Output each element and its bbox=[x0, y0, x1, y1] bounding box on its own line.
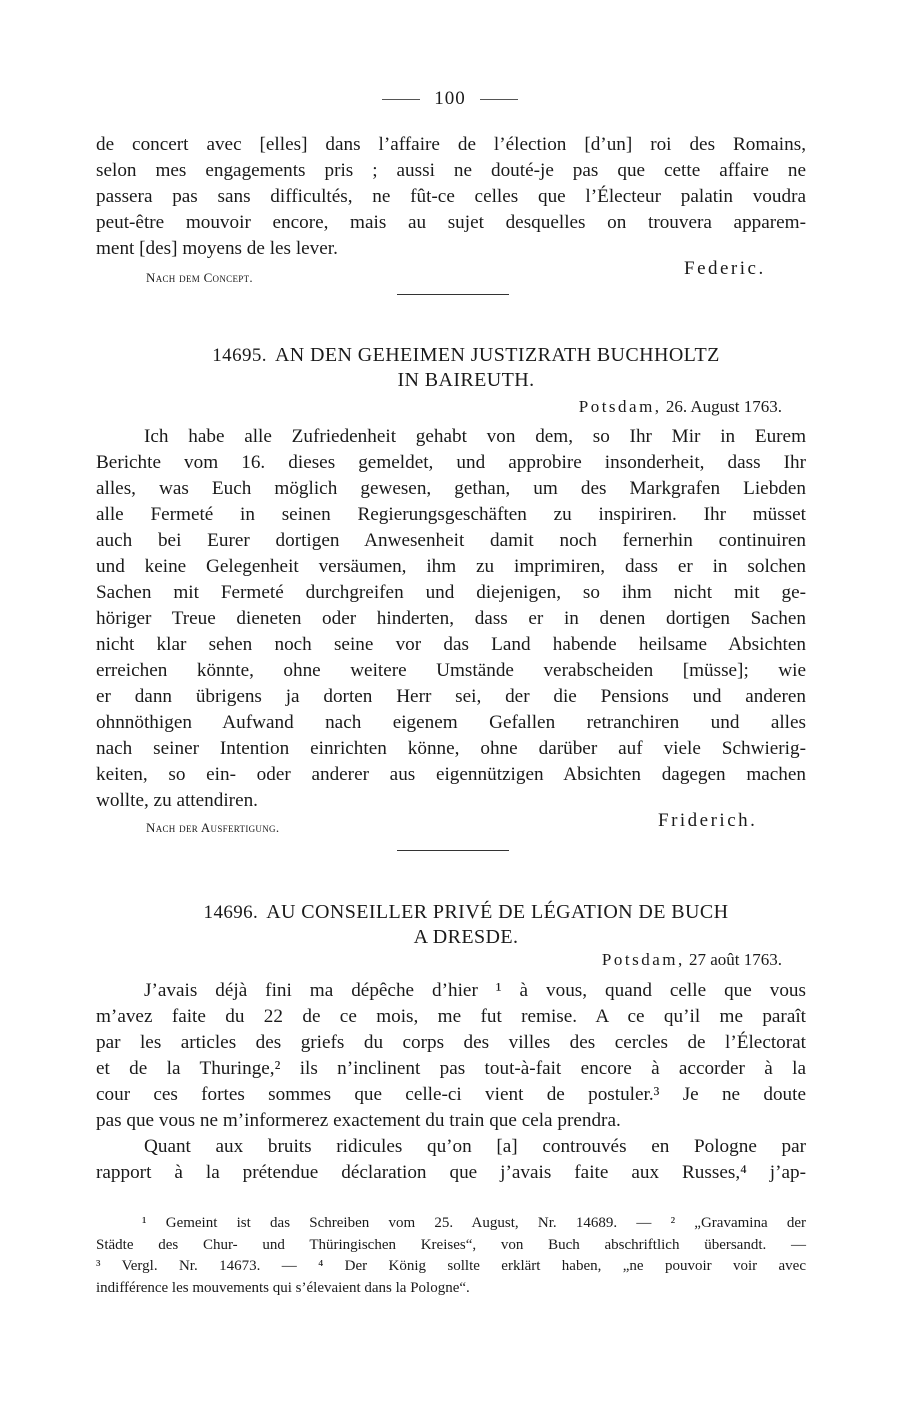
text-line: de concert avec [elles] dans l’affaire de l’élection [d’un] roi des Romains, bbox=[96, 134, 806, 155]
text-line: ohnnöthigen Aufwand nach eigenem Gefallen retranchiren und alles bbox=[96, 712, 806, 733]
text-line: höriger Treue dieneten oder hinderten, dass er in denen dortigen Sachen bbox=[96, 608, 806, 629]
footnote-line: ³ Vergl. Nr. 14673. — ⁴ Der König sollte erklärt haben, „ne pouvoir voir avec bbox=[96, 1258, 806, 1274]
section-divider bbox=[397, 294, 509, 295]
text-line: peut-être mouvoir encore, mais au sujet desquelles on trouvera apparem- bbox=[96, 212, 806, 233]
page-number-dash-right bbox=[480, 99, 518, 100]
text-line: passera pas sans difficultés, ne fût-ce celles que l’Électeur palatin voudra bbox=[96, 186, 806, 207]
text-line: alle Fermeté in seinen Regierungsgeschäften zu inspiriren. Ihr müsset bbox=[96, 504, 806, 525]
text-line: J’avais déjà fini ma dépêche d’hier ¹ à vous, quand celle que vous bbox=[144, 980, 806, 1001]
text-line: rapport à la prétendue déclaration que j’avais faite aux Russes,⁴ j’ap- bbox=[96, 1162, 806, 1183]
continuation-paragraph bbox=[96, 132, 806, 262]
source-note: Nach der Ausfertigung. bbox=[146, 820, 280, 835]
dateline-date: 27 août 1763. bbox=[688, 950, 782, 969]
footnote-line: Städte des Chur- und Thüringischen Kreises“, von Buch abschriftlich übersandt. — bbox=[96, 1236, 806, 1253]
text-line: erreichen könnte, ohne weitere Umstände verabscheiden [müsse]; wie bbox=[96, 660, 806, 681]
text-line: keiten, so ein- oder anderer aus eigennützigen Absichten dagegen machen bbox=[96, 764, 806, 785]
footnote-line: ¹ Gemeint ist das Schreiben vom 25. August, Nr. 14689. — ² „Gravamina der bbox=[142, 1215, 806, 1231]
heading-line: AN DEN GEHEIMEN JUSTIZRATH BUCHHOLTZ bbox=[274, 344, 720, 366]
letter-number: 14695. bbox=[212, 345, 267, 366]
letter-heading bbox=[96, 900, 806, 950]
text-line: nach seiner Intention einrichten könne, ohne darüber auf viele Schwierig- bbox=[96, 738, 806, 759]
text-line: Sachen mit Fermeté durchgreifen und diejenigen, so ihm nicht mit ge- bbox=[96, 582, 806, 603]
letter-body bbox=[96, 424, 806, 814]
text-line: Berichte vom 16. dieses gemeldet, und approbire insonderheit, dass Ihr bbox=[96, 452, 806, 473]
signature: Friderich. bbox=[658, 810, 758, 831]
heading-line: A DRESDE. bbox=[413, 926, 519, 948]
text-line: et de la Thuringe,² ils n’inclinent pas tout-à-fait encore à accorder à la bbox=[96, 1058, 806, 1079]
dateline-place: Potsdam, bbox=[578, 397, 662, 416]
source-note: Nach dem Concept. bbox=[146, 270, 253, 285]
dateline bbox=[579, 397, 782, 417]
text-line: er dann übrigens ja dorten Herr sei, der die Pensions und anderen bbox=[96, 686, 806, 707]
text-line: wollte, zu attendiren. bbox=[96, 790, 258, 811]
heading-line: IN BAIREUTH. bbox=[397, 369, 535, 391]
text-line: und keine Gelegenheit versäumen, ihm zu imprimiren, dass er in solchen bbox=[96, 556, 806, 577]
text-line: Quant aux bruits ridicules qu’on [a] controuvés en Pologne par bbox=[144, 1136, 806, 1157]
text-line: selon mes engagements pris ; aussi ne douté-je pas que cette affaire ne bbox=[96, 160, 806, 181]
heading-line: AU CONSEILLER PRIVÉ DE LÉGATION DE BUCH bbox=[266, 901, 729, 923]
text-line: pas que vous ne m’informerez exactement du train que cela prendra. bbox=[96, 1110, 621, 1131]
signature: Federic. bbox=[684, 258, 766, 279]
text-line: m’avez faite du 22 de ce mois, me fut remise. A ce qu’il me paraît bbox=[96, 1006, 806, 1027]
text-line: nicht klar sehen noch seine vor das Land habende heilsame Absichten bbox=[96, 634, 806, 655]
section-divider bbox=[397, 850, 509, 851]
footnotes bbox=[96, 1213, 806, 1299]
footnote-line: indifférence les mouvements qui s’élevaient dans la Pologne“. bbox=[96, 1279, 470, 1296]
page-number bbox=[0, 88, 900, 110]
letter-heading bbox=[96, 343, 806, 393]
dateline-place: Potsdam, bbox=[601, 950, 685, 969]
letter-number: 14696. bbox=[203, 902, 259, 923]
dateline-date: 26. August 1763. bbox=[665, 397, 782, 416]
text-line: alles, was Euch möglich gewesen, gethan, um des Markgrafen Liebden bbox=[96, 478, 806, 499]
text-line: auch bei Eurer dortigen Anwesenheit damit noch fernerhin continuiren bbox=[96, 530, 806, 551]
text-line: ment [des] moyens de les lever. bbox=[96, 238, 338, 259]
text-line: par les articles des griefs du corps des villes des cercles de l’Électorat bbox=[96, 1032, 806, 1053]
page-number-text: 100 bbox=[434, 88, 466, 109]
letter-body bbox=[96, 978, 806, 1186]
text-line: Ich habe alle Zufriedenheit gehabt von dem, so Ihr Mir in Eurem bbox=[144, 426, 806, 447]
dateline bbox=[602, 950, 782, 970]
page-number-dash-left bbox=[382, 99, 420, 100]
text-line: cour ces fortes sommes que celle-ci vient de postuler.³ Je ne doute bbox=[96, 1084, 806, 1105]
